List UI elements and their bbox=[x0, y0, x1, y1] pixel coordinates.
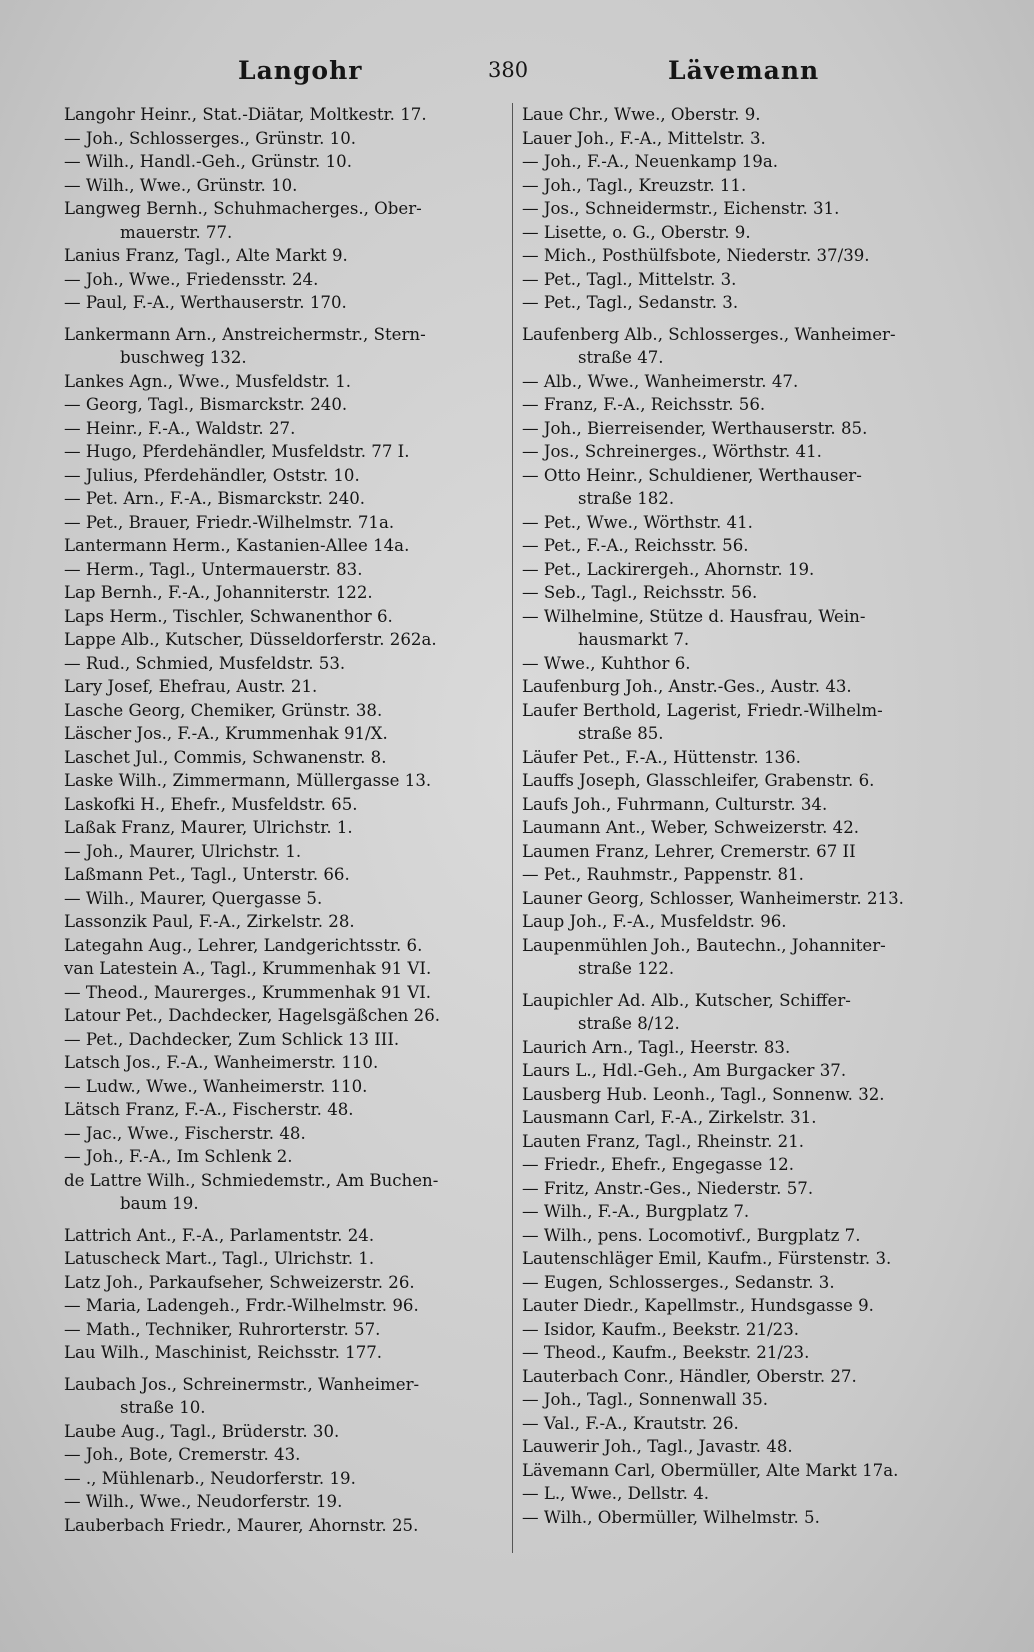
directory-entry: — Friedr., Ehefr., Engegasse 12. bbox=[522, 1155, 794, 1174]
directory-entry: Lau Wilh., Maschinist, Reichsstr. 177. bbox=[64, 1343, 383, 1362]
directory-entry: — L., Wwe., Dellstr. 4. bbox=[522, 1484, 710, 1503]
directory-entry: Langohr Heinr., Stat.-Diätar, Moltkestr. 17. bbox=[64, 105, 427, 124]
directory-entry: — Pet. Arn., F.-A., Bismarckstr. 240. bbox=[64, 489, 366, 508]
entry-continuation: straße 122. bbox=[578, 959, 675, 978]
directory-entry: Lauberbach Friedr., Maurer, Ahornstr. 25. bbox=[64, 1515, 419, 1535]
directory-entry: Latsch Jos., F.-A., Wanheimerstr. 110. bbox=[64, 1053, 379, 1072]
directory-entry: — Pet., Tagl., Sedanstr. 3. bbox=[522, 293, 739, 312]
directory-entry: Launer Georg, Schlosser, Wanheimerstr. 213. bbox=[522, 888, 904, 908]
directory-entry: — Math., Techniker, Ruhrorterstr. 57. bbox=[64, 1319, 381, 1339]
directory-entry: — Paul, F.-A., Werthauserstr. 170. bbox=[64, 293, 347, 312]
directory-entry: — Wilh., Maurer, Quergasse 5. bbox=[64, 888, 323, 908]
directory-entry: Lätsch Franz, F.-A., Fischerstr. 48. bbox=[64, 1100, 354, 1119]
directory-entry: — Pet., F.-A., Reichsstr. 56. bbox=[522, 536, 749, 555]
directory-entry: — Jos., Schreinerges., Wörthstr. 41. bbox=[522, 442, 822, 461]
directory-entry: Lävemann Carl, Obermüller, Alte Markt 17a. bbox=[522, 1460, 899, 1480]
directory-entry: — Pet., Wwe., Wörthstr. 41. bbox=[522, 512, 753, 532]
directory-entry: Laue Chr., Wwe., Oberstr. 9. bbox=[522, 105, 761, 124]
directory-entry: Laschet Jul., Commis, Schwanenstr. 8. bbox=[64, 747, 387, 767]
directory-entry: Latour Pet., Dachdecker, Hagelsgäßchen 26. bbox=[64, 1006, 441, 1025]
directory-entry: Lasche Georg, Chemiker, Grünstr. 38. bbox=[64, 700, 383, 720]
directory-entry: Lassonzik Paul, F.-A., Zirkelstr. 28. bbox=[64, 912, 355, 931]
directory-entry: — Pet., Lackirergeh., Ahornstr. 19. bbox=[522, 559, 815, 579]
directory-entry: — Joh., Tagl., Sonnenwall 35. bbox=[522, 1390, 769, 1409]
directory-entry: Lausmann Carl, F.-A., Zirkelstr. 31. bbox=[522, 1108, 817, 1127]
directory-entry: — Theod., Kaufm., Beekstr. 21/23. bbox=[522, 1343, 810, 1362]
directory-entry: — Joh., Bierreisender, Werthauserstr. 85. bbox=[522, 418, 868, 438]
directory-entry: Laumann Ant., Weber, Schweizerstr. 42. bbox=[522, 818, 860, 837]
entry-continuation: mauerstr. 77. bbox=[120, 222, 233, 242]
directory-entry: Laßak Franz, Maurer, Ulrichstr. 1. bbox=[64, 818, 353, 837]
directory-entry: Laurich Arn., Tagl., Heerstr. 83. bbox=[522, 1037, 791, 1057]
directory-entry: — Pet., Brauer, Friedr.-Wilhelmstr. 71a. bbox=[64, 512, 395, 532]
directory-entry: Lary Josef, Ehefrau, Austr. 21. bbox=[64, 677, 318, 696]
directory-entry: — Otto Heinr., Schuldiener, Werthauser- bbox=[522, 465, 862, 485]
directory-entry: — Hugo, Pferdehändler, Musfeldstr. 77 I. bbox=[64, 442, 410, 461]
directory-entry: — Wilh., Obermüller, Wilhelmstr. 5. bbox=[522, 1507, 820, 1527]
directory-entry: Laskofki H., Ehefr., Musfeldstr. 65. bbox=[64, 794, 358, 814]
directory-entry: — Ludw., Wwe., Wanheimerstr. 110. bbox=[64, 1076, 368, 1096]
directory-entry: Laumen Franz, Lehrer, Cremerstr. 67 II bbox=[522, 841, 856, 861]
entry-continuation: straße 8/12. bbox=[578, 1014, 680, 1033]
directory-entry: Lauer Joh., F.-A., Mittelstr. 3. bbox=[522, 128, 766, 148]
page-header bbox=[58, 56, 976, 96]
directory-entry: Lauterbach Conr., Händler, Oberstr. 27. bbox=[522, 1366, 857, 1386]
directory-entry: — Julius, Pferdehändler, Oststr. 10. bbox=[64, 465, 360, 485]
directory-entry: Laupenmühlen Joh., Bautechn., Johanniter- bbox=[522, 935, 886, 955]
directory-entry: Lauffs Joseph, Glasschleifer, Grabenstr. 6. bbox=[522, 771, 875, 790]
directory-entry: — Joh., F.-A., Im Schlenk 2. bbox=[64, 1147, 293, 1166]
directory-entry: — Joh., Tagl., Kreuzstr. 11. bbox=[522, 175, 747, 195]
directory-entry: — Wwe., Kuhthor 6. bbox=[522, 653, 691, 673]
directory-entry: Lappe Alb., Kutscher, Düsseldorferstr. 262a. bbox=[64, 630, 437, 649]
right-column bbox=[522, 103, 968, 1529]
directory-entry: Lategahn Aug., Lehrer, Landgerichtsstr. 6. bbox=[64, 935, 423, 955]
directory-entry: — Franz, F.-A., Reichsstr. 56. bbox=[522, 395, 766, 414]
header-last-entry: Lävemann bbox=[668, 56, 820, 85]
directory-entry: — Wilh., F.-A., Burgplatz 7. bbox=[522, 1202, 750, 1221]
entry-continuation: straße 85. bbox=[578, 724, 664, 743]
directory-entry: Laurs L., Hdl.-Geh., Am Burgacker 37. bbox=[522, 1061, 847, 1080]
directory-entry: van Latestein A., Tagl., Krummenhak 91 VI. bbox=[64, 959, 432, 978]
header-first-entry: Langohr bbox=[238, 56, 363, 85]
directory-entry: — Seb., Tagl., Reichsstr. 56. bbox=[522, 583, 758, 602]
entry-continuation: straße 47. bbox=[578, 348, 664, 367]
directory-entry: — Joh., Maurer, Ulrichstr. 1. bbox=[64, 841, 302, 861]
directory-entry: Lauwerir Joh., Tagl., Javastr. 48. bbox=[522, 1437, 793, 1456]
entry-continuation: straße 182. bbox=[578, 489, 675, 508]
directory-entry: Lantermann Herm., Kastanien-Allee 14a. bbox=[64, 536, 410, 555]
directory-entry: — Jos., Schneidermstr., Eichenstr. 31. bbox=[522, 199, 840, 218]
directory-entry: — Joh., Bote, Cremerstr. 43. bbox=[64, 1445, 301, 1464]
directory-entry: Lauter Diedr., Kapellmstr., Hundsgasse 9. bbox=[522, 1296, 874, 1315]
entry-continuation: baum 19. bbox=[120, 1194, 199, 1213]
page-number: 380 bbox=[488, 58, 529, 82]
directory-entry: — Wilh., pens. Locomotivf., Burgplatz 7. bbox=[522, 1225, 861, 1245]
directory-entry: Lauten Franz, Tagl., Rheinstr. 21. bbox=[522, 1131, 805, 1151]
directory-entry: — Georg, Tagl., Bismarckstr. 240. bbox=[64, 395, 348, 414]
directory-entry: Lanius Franz, Tagl., Alte Markt 9. bbox=[64, 246, 348, 265]
directory-entry: Lattrich Ant., F.-A., Parlamentstr. 24. bbox=[64, 1225, 375, 1245]
directory-entry: — Joh., F.-A., Neuenkamp 19a. bbox=[522, 152, 779, 171]
directory-entry: Laßmann Pet., Tagl., Unterstr. 66. bbox=[64, 865, 350, 884]
directory-entry: — Wilh., Wwe., Neudorferstr. 19. bbox=[64, 1492, 343, 1511]
directory-entry: — Wilhelmine, Stütze d. Hausfrau, Wein- bbox=[522, 606, 866, 626]
directory-entry: Lankes Agn., Wwe., Musfeldstr. 1. bbox=[64, 371, 352, 391]
directory-entry: Laube Aug., Tagl., Brüderstr. 30. bbox=[64, 1421, 340, 1441]
directory-entry: — Maria, Ladengeh., Frdr.-Wilhelmstr. 96. bbox=[64, 1296, 419, 1315]
directory-entry: Laufenburg Joh., Anstr.-Ges., Austr. 43. bbox=[522, 677, 852, 696]
directory-entry: — Wilh., Handl.-Geh., Grünstr. 10. bbox=[64, 152, 352, 171]
directory-entry: — Heinr., F.-A., Waldstr. 27. bbox=[64, 418, 296, 438]
directory-entry: Läscher Jos., F.-A., Krummenhak 91/X. bbox=[64, 724, 388, 743]
directory-entry: — Isidor, Kaufm., Beekstr. 21/23. bbox=[522, 1319, 800, 1339]
directory-entry: — Fritz, Anstr.-Ges., Niederstr. 57. bbox=[522, 1178, 814, 1198]
directory-entry: Langweg Bernh., Schuhmacherges., Ober- bbox=[64, 199, 422, 218]
directory-entry: — Lisette, o. G., Oberstr. 9. bbox=[522, 222, 751, 242]
directory-entry: — Joh., Wwe., Friedensstr. 24. bbox=[64, 269, 319, 289]
directory-entry: — Pet., Dachdecker, Zum Schlick 13 III. bbox=[64, 1029, 400, 1049]
directory-entry: Laup Joh., F.-A., Musfeldstr. 96. bbox=[522, 912, 787, 931]
directory-entry: — Val., F.-A., Krautstr. 26. bbox=[522, 1413, 739, 1433]
directory-entry: — Pet., Tagl., Mittelstr. 3. bbox=[522, 269, 737, 289]
directory-entry: — Jac., Wwe., Fischerstr. 48. bbox=[64, 1123, 306, 1143]
directory-entry: Laufenberg Alb., Schlosserges., Wanheimer- bbox=[522, 324, 896, 344]
entry-continuation: buschweg 132. bbox=[120, 348, 247, 367]
directory-entry: de Lattre Wilh., Schmiedemstr., Am Buchen- bbox=[64, 1170, 439, 1190]
directory-entry: Laupichler Ad. Alb., Kutscher, Schiffer- bbox=[522, 990, 851, 1010]
directory-entry: — Eugen, Schlosserges., Sedanstr. 3. bbox=[522, 1272, 835, 1292]
directory-entry: — Alb., Wwe., Wanheimerstr. 47. bbox=[522, 371, 799, 391]
directory-entry: — ., Mühlenarb., Neudorferstr. 19. bbox=[64, 1468, 356, 1488]
directory-entry: — Pet., Rauhmstr., Pappenstr. 81. bbox=[522, 865, 804, 884]
directory-entry: — Mich., Posthülfsbote, Niederstr. 37/39. bbox=[522, 246, 870, 265]
directory-entry: — Joh., Schlosserges., Grünstr. 10. bbox=[64, 128, 357, 148]
directory-entry: — Herm., Tagl., Untermauerstr. 83. bbox=[64, 559, 363, 579]
directory-entry: Lautenschläger Emil, Kaufm., Fürstenstr. 3. bbox=[522, 1249, 892, 1268]
directory-entry: Lap Bernh., F.-A., Johanniterstr. 122. bbox=[64, 583, 373, 602]
directory-entry: Läufer Pet., F.-A., Hüttenstr. 136. bbox=[522, 747, 801, 767]
left-column bbox=[64, 103, 504, 1537]
directory-entry: Lausberg Hub. Leonh., Tagl., Sonnenw. 32. bbox=[522, 1084, 885, 1104]
directory-entry: — Rud., Schmied, Musfeldstr. 53. bbox=[64, 653, 346, 673]
directory-entry: Laps Herm., Tischler, Schwanenthor 6. bbox=[64, 606, 393, 626]
directory-entry: Lankermann Arn., Anstreichermstr., Stern- bbox=[64, 324, 426, 344]
directory-entry: — Theod., Maurerges., Krummenhak 91 VI. bbox=[64, 982, 432, 1002]
entry-continuation: straße 10. bbox=[120, 1398, 206, 1417]
directory-entry: Latuscheck Mart., Tagl., Ulrichstr. 1. bbox=[64, 1249, 375, 1268]
directory-entry: Laubach Jos., Schreinermstr., Wanheimer- bbox=[64, 1374, 420, 1394]
directory-entry: Laufer Berthold, Lagerist, Friedr.-Wilhelm- bbox=[522, 700, 883, 720]
directory-entry: Laufs Joh., Fuhrmann, Culturstr. 34. bbox=[522, 794, 828, 814]
entry-continuation: hausmarkt 7. bbox=[578, 630, 690, 649]
column-divider bbox=[512, 103, 513, 1553]
directory-entry: Laske Wilh., Zimmermann, Müllergasse 13. bbox=[64, 771, 432, 790]
directory-entry: Latz Joh., Parkaufseher, Schweizerstr. 26. bbox=[64, 1272, 415, 1292]
directory-entry: — Wilh., Wwe., Grünstr. 10. bbox=[64, 175, 298, 195]
